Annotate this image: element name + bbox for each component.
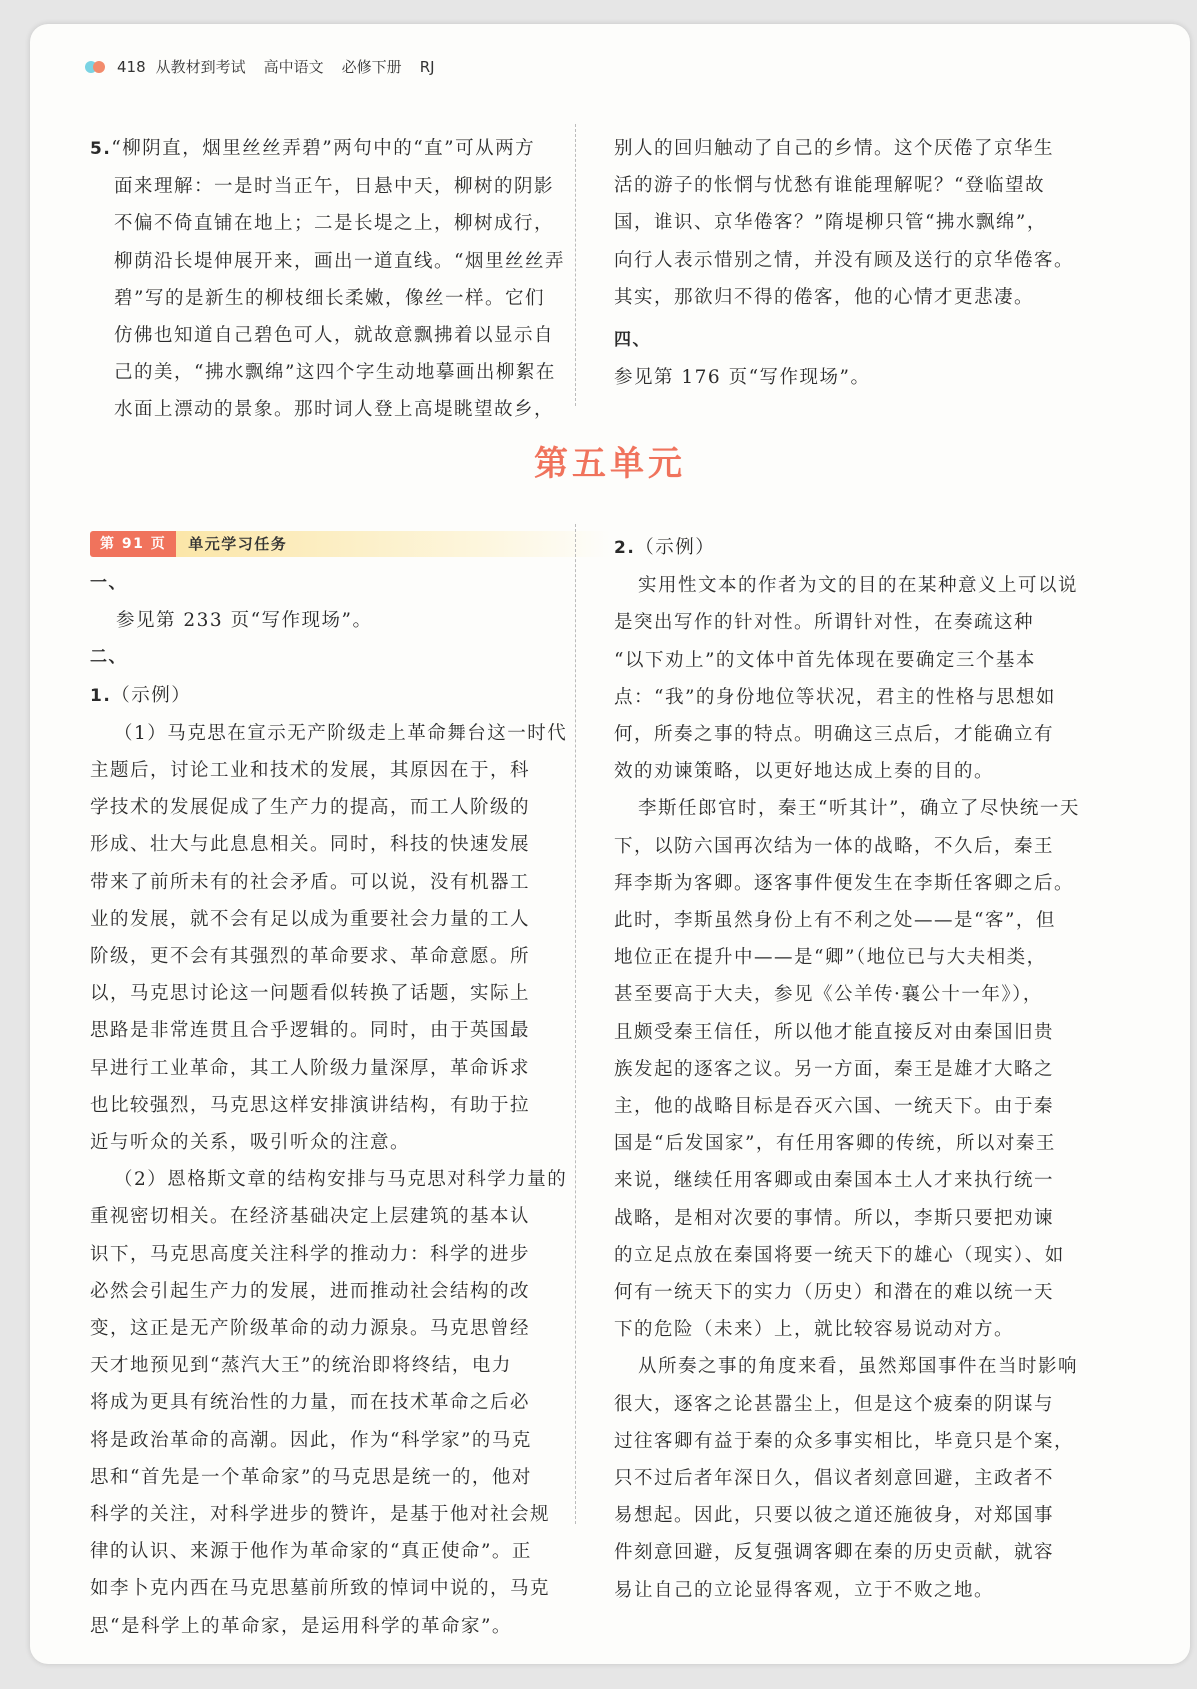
subject: 高中语文 [263, 58, 324, 76]
text-line: 何，所奏之事的特点。明确这三点后，才能确立有 [614, 724, 1055, 746]
page-tag: 第 91 页 [90, 531, 176, 557]
item-2-heading: 2.（示例） [614, 537, 716, 558]
volume: 必修下册 [341, 58, 402, 76]
text-line: 是突出写作的针对性。所谓针对性，在奏疏这种 [614, 612, 1035, 634]
column-divider [575, 124, 576, 406]
text-line: 不偏不倚直铺在地上；二是长堤之上，柳树成行， [114, 213, 555, 235]
page-tag-row [90, 529, 610, 559]
text-line: 实用性文本的作者为文的目的在某种意义上可以说 [638, 575, 1079, 597]
text-line: 将是政治革命的高潮。因此，作为“科学家”的马克 [90, 1429, 532, 1451]
text-line: 下，以防六国再次结为一体的战略，不久后，秦王 [614, 835, 1055, 857]
text-line: 思路是非常连贯且合乎逻辑的。同时，由于英国最 [90, 1020, 531, 1042]
text-line: 思“是科学上的革命家，是运用科学的革命家”。 [90, 1615, 512, 1637]
section-one-text: 参见第 233 页“写作现场”。 [116, 610, 373, 632]
top-right-column [614, 130, 1134, 396]
text-line: 且颇受秦王信任，所以他才能直接反对由秦国旧贵 [614, 1021, 1055, 1043]
text-line: 阶级，更不会有其强烈的革命要求、革命意愿。所 [90, 946, 531, 968]
text-line: 别人的回归触动了自己的乡情。这个厌倦了京华生 [614, 138, 1055, 159]
top-left-column [90, 130, 610, 429]
text-line: 近与听众的关系，吸引听众的注意。 [90, 1132, 411, 1154]
item-1-heading: 1.（示例） [90, 684, 192, 706]
text-line: 形成、壮大与此息息相关。同时，科技的快速发展 [90, 834, 531, 856]
text-line: 天才地预见到“蒸汽大王”的统治即将终结，电力 [90, 1355, 512, 1377]
header-dots-icon [85, 61, 105, 73]
text-line: 科学的关注，对科学进步的赞许，是基于他对社会规 [90, 1504, 551, 1526]
text-line: 以，马克思讨论这一问题看似转换了话题，实际上 [90, 983, 531, 1005]
text-line: 易想起。因此，只要以彼之道还施彼身，对郑国事 [614, 1505, 1055, 1527]
text-line: 识下，马克思高度关注科学的推动力：科学的进步 [90, 1243, 531, 1265]
text-line: 来说，继续任用客卿或由秦国本土人才来执行统一 [614, 1170, 1055, 1192]
section-one-heading: 一、 [90, 573, 127, 593]
text-line: 效的劝谏策略，以更好地达成上奏的目的。 [614, 761, 995, 783]
text-line: 碧”写的是新生的柳枝细长柔嫩，像丝一样。它们 [114, 287, 545, 309]
text-line: 主题后，讨论工业和技术的发展，其原因在于，科 [90, 760, 531, 782]
item-5-number: 5. [90, 139, 112, 159]
section-four-heading: 四、 [614, 330, 651, 351]
bottom-left-column [90, 529, 610, 1645]
text-line: 很大，逐客之论甚嚣尘上，但是这个疲秦的阴谋与 [614, 1393, 1055, 1415]
text-line: 早进行工业革命，其工人阶级力量深厚，革命诉求 [90, 1057, 531, 1079]
text-line: 拜李斯为客卿。逐客事件便发生在李斯任客卿之后。 [614, 872, 1075, 894]
text-line: 族发起的逐客之议。另一方面，秦王是雄才大略之 [614, 1058, 1055, 1080]
text-line: 此时，李斯虽然身份上有不利之处——是“客”，但 [614, 910, 1056, 932]
text-line: 重视密切相关。在经济基础决定上层建筑的基本认 [90, 1206, 531, 1228]
text-line: （2）恩格斯文章的结构安排与马克思对科学力量的 [114, 1169, 568, 1191]
unit-title: 第五单元 [534, 444, 686, 484]
text-line: 向行人表示惜别之情，并没有顾及送行的京华倦客。 [614, 249, 1075, 271]
page-header [85, 56, 435, 77]
text-line: 变，这正是无产阶级革命的动力源泉。马克思曾经 [90, 1318, 531, 1340]
text-line: 过往客卿有益于秦的众多事实相比，毕竟只是个案， [614, 1430, 1075, 1452]
section-two-heading: 二、 [90, 647, 127, 668]
text-line: 国，谁识、京华倦客？”隋堤柳只管“拂水飘绵”， [614, 212, 1047, 234]
text-line: “以下劝上”的文体中首先体现在要确定三个基本 [614, 649, 1036, 671]
text-line: 也比较强烈，马克思这样安排演讲结构，有助于拉 [90, 1094, 531, 1116]
bottom-right-column [614, 529, 1134, 1609]
item-5-line-1: 5.“柳阴直，烟里丝丝弄碧”两句中的“直”可从两方 [90, 138, 536, 159]
text-line: 主，他的战略目标是吞灭六国、一统天下。由于秦 [614, 1096, 1055, 1118]
text-line: 只不过后者年深日久，倡议者刻意回避，主政者不 [614, 1468, 1055, 1490]
text-line: 活的游子的怅惘与忧愁有谁能理解呢？“登临望故 [614, 175, 1045, 197]
page [30, 24, 1190, 1664]
text-line: 面来理解：一是时当正午，日悬中天，柳树的阴影 [114, 176, 555, 198]
text-line: 业的发展，就不会有足以成为重要社会力量的工人 [90, 908, 531, 930]
text-line: 的立足点放在秦国将要一统天下的雄心（现实）、如 [614, 1244, 1065, 1266]
text-line: 李斯任郎官时，秦王“听其计”，确立了尽快统一天 [638, 798, 1080, 820]
text-line: 从所奏之事的角度来看，虽然郑国事件在当时影响 [638, 1356, 1079, 1378]
text-line: （1）马克思在宣示无产阶级走上革命舞台这一时代 [114, 722, 568, 744]
text-line: 国是“后发国家”，有任用客卿的传统，所以对秦王 [614, 1133, 1056, 1155]
text-line: 带来了前所未有的社会矛盾。可以说，没有机器工 [90, 871, 531, 893]
text-line: 必然会引起生产力的发展，进而推动社会结构的改 [90, 1280, 531, 1302]
text-line: 学技术的发展促成了生产力的提高，而工人阶级的 [90, 797, 531, 819]
text-line: 易让自己的立论显得客观，立于不败之地。 [614, 1579, 995, 1601]
page-number: 418 [117, 57, 146, 76]
text-line: 将成为更具有统治性的力量，而在技术革命之后必 [90, 1392, 531, 1414]
book-title: 从教材到考试 [155, 58, 246, 76]
text-line: 何有一统天下的实力（历史）和潜在的难以统一天 [614, 1282, 1055, 1304]
text-line: 点：“我”的身份地位等状况，君主的性格与思想如 [614, 686, 1056, 708]
text-line: 如李卜克内西在马克思墓前所致的悼词中说的，马克 [90, 1578, 551, 1600]
text-line: 律的认识、来源于他作为革命家的“真正使命”。正 [90, 1541, 532, 1563]
text-line: 仿佛也知道自己碧色可人，就故意飘拂着以显示自 [114, 325, 555, 347]
text-line: 其实，那欲归不得的倦客，他的心情才更悲凄。 [614, 286, 1035, 308]
edition: RJ [419, 57, 435, 76]
text-line: 战略，是相对次要的事情。所以，李斯只要把劝谏 [614, 1207, 1055, 1229]
text-line: 思和“首先是一个革命家”的马克思是统一的，他对 [90, 1466, 532, 1488]
text-line: 件刻意回避，反复强调客卿在秦的历史贡献，就容 [614, 1542, 1055, 1564]
text-line: 地位正在提升中——是“卿”（地位已与大夫相类， [614, 947, 1047, 969]
text-line: 己的美，“拂水飘绵”这四个字生动地摹画出柳絮在 [114, 362, 556, 384]
column-divider [575, 524, 576, 1524]
text-line: 水面上漂动的景象。那时词人登上高堤眺望故乡， [114, 399, 555, 421]
section-four-text: 参见第 176 页“写作现场”。 [614, 367, 871, 389]
text-line: 下的危险（未来）上，就比较容易说动对方。 [614, 1319, 1015, 1341]
text-line: 甚至要高于大夫，参见《公羊传·襄公十一年》）， [614, 984, 1043, 1006]
tag-title: 单元学习任务 [176, 531, 610, 557]
text-line: 柳荫沿长堤伸展开来，画出一道直线。“烟里丝丝弄 [114, 250, 565, 272]
